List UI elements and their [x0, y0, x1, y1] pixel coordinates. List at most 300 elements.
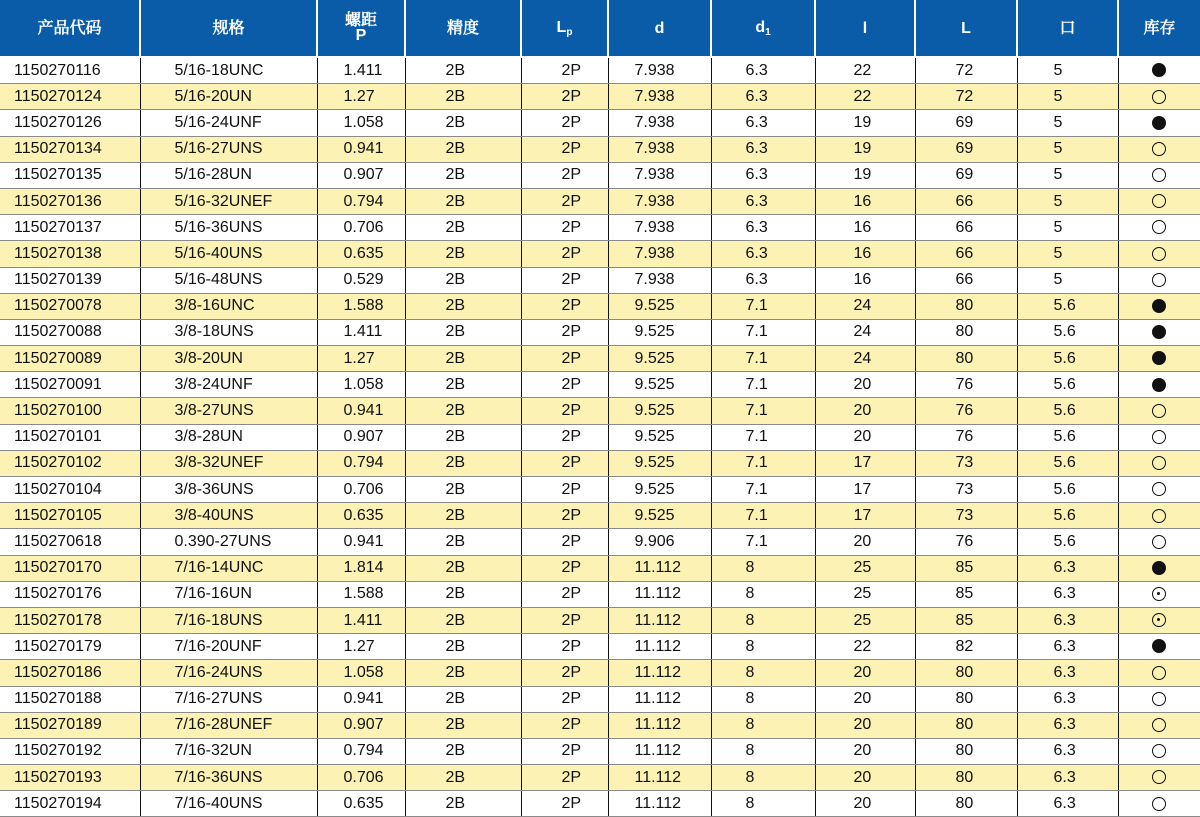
cell-accuracy: 2B [405, 738, 521, 764]
cell-lp: 2P [521, 660, 608, 686]
cell-lp: 2P [521, 136, 608, 162]
cell-square: 6.3 [1017, 555, 1118, 581]
cell-d: 7.938 [608, 57, 711, 84]
cell-code: 1150270138 [0, 241, 140, 267]
cell-d: 9.525 [608, 503, 711, 529]
cell-square: 5.6 [1017, 372, 1118, 398]
cell-L: 73 [915, 503, 1017, 529]
cell-spec: 7/16-20UNF [140, 634, 317, 660]
cell-d: 7.938 [608, 136, 711, 162]
cell-lp: 2P [521, 738, 608, 764]
cell-d: 7.938 [608, 110, 711, 136]
stock-empty-icon [1152, 194, 1166, 208]
stock-full-icon [1152, 639, 1166, 653]
cell-lp: 2P [521, 477, 608, 503]
cell-d1: 6.3 [711, 267, 815, 293]
cell-spec: 5/16-48UNS [140, 267, 317, 293]
table-row [0, 319, 1200, 345]
cell-stock [1118, 477, 1200, 503]
stock-empty-icon [1152, 692, 1166, 706]
cell-d: 11.112 [608, 634, 711, 660]
table-row [0, 450, 1200, 476]
cell-accuracy: 2B [405, 136, 521, 162]
table-row [0, 346, 1200, 372]
cell-L: 80 [915, 346, 1017, 372]
cell-pitch: 1.058 [317, 660, 405, 686]
cell-d: 11.112 [608, 765, 711, 791]
table-row [0, 712, 1200, 738]
table-row [0, 791, 1200, 817]
cell-accuracy: 2B [405, 503, 521, 529]
cell-spec: 7/16-18UNS [140, 607, 317, 633]
cell-pitch: 0.706 [317, 215, 405, 241]
stock-full-icon [1152, 299, 1166, 313]
cell-accuracy: 2B [405, 712, 521, 738]
cell-square: 5 [1017, 188, 1118, 214]
cell-L: 76 [915, 529, 1017, 555]
cell-l: 25 [815, 581, 915, 607]
header-d1-main: d [755, 18, 766, 36]
cell-code: 1150270088 [0, 319, 140, 345]
cell-accuracy: 2B [405, 215, 521, 241]
cell-stock [1118, 634, 1200, 660]
cell-square: 5.6 [1017, 450, 1118, 476]
table-row [0, 372, 1200, 398]
cell-square: 6.3 [1017, 765, 1118, 791]
cell-l: 20 [815, 529, 915, 555]
cell-stock [1118, 503, 1200, 529]
table-row [0, 110, 1200, 136]
cell-d1: 6.3 [711, 162, 815, 188]
cell-code: 1150270102 [0, 450, 140, 476]
cell-d1: 6.3 [711, 136, 815, 162]
cell-spec: 3/8-40UNS [140, 503, 317, 529]
cell-spec: 3/8-32UNEF [140, 450, 317, 476]
table-row [0, 424, 1200, 450]
cell-L: 66 [915, 188, 1017, 214]
cell-d: 7.938 [608, 215, 711, 241]
table-row [0, 215, 1200, 241]
cell-code: 1150270116 [0, 57, 140, 84]
cell-spec: 5/16-36UNS [140, 215, 317, 241]
cell-d1: 7.1 [711, 346, 815, 372]
cell-pitch: 1.411 [317, 319, 405, 345]
cell-lp: 2P [521, 267, 608, 293]
cell-L: 80 [915, 791, 1017, 817]
table-row [0, 162, 1200, 188]
cell-spec: 5/16-40UNS [140, 241, 317, 267]
cell-code: 1150270137 [0, 215, 140, 241]
cell-l: 24 [815, 293, 915, 319]
cell-d1: 7.1 [711, 293, 815, 319]
cell-pitch: 0.635 [317, 241, 405, 267]
cell-l: 22 [815, 84, 915, 110]
cell-d: 9.525 [608, 450, 711, 476]
cell-d1: 6.3 [711, 110, 815, 136]
cell-d1: 7.1 [711, 450, 815, 476]
cell-code: 1150270104 [0, 477, 140, 503]
stock-full-icon [1152, 351, 1166, 365]
cell-accuracy: 2B [405, 188, 521, 214]
cell-accuracy: 2B [405, 398, 521, 424]
cell-d1: 8 [711, 581, 815, 607]
cell-l: 20 [815, 660, 915, 686]
cell-square: 6.3 [1017, 686, 1118, 712]
cell-l: 19 [815, 110, 915, 136]
cell-lp: 2P [521, 765, 608, 791]
stock-empty-icon [1152, 509, 1166, 523]
cell-pitch: 0.706 [317, 477, 405, 503]
cell-L: 69 [915, 136, 1017, 162]
cell-lp: 2P [521, 424, 608, 450]
cell-d: 11.112 [608, 791, 711, 817]
cell-pitch: 0.635 [317, 791, 405, 817]
cell-d1: 7.1 [711, 529, 815, 555]
cell-spec: 5/16-20UN [140, 84, 317, 110]
cell-accuracy: 2B [405, 110, 521, 136]
cell-code: 1150270126 [0, 110, 140, 136]
cell-stock [1118, 346, 1200, 372]
stock-empty-icon [1152, 770, 1166, 784]
cell-square: 5.6 [1017, 424, 1118, 450]
cell-stock [1118, 241, 1200, 267]
cell-square: 5.6 [1017, 477, 1118, 503]
cell-l: 19 [815, 136, 915, 162]
table-row [0, 84, 1200, 110]
cell-spec: 7/16-36UNS [140, 765, 317, 791]
cell-d1: 7.1 [711, 398, 815, 424]
header-row [0, 0, 1200, 57]
stock-empty-icon [1152, 168, 1166, 182]
cell-accuracy: 2B [405, 791, 521, 817]
cell-stock [1118, 424, 1200, 450]
cell-d1: 7.1 [711, 424, 815, 450]
cell-lp: 2P [521, 607, 608, 633]
table-row [0, 188, 1200, 214]
cell-code: 1150270170 [0, 555, 140, 581]
cell-pitch: 1.058 [317, 372, 405, 398]
cell-lp: 2P [521, 57, 608, 84]
stock-empty-icon [1152, 456, 1166, 470]
cell-lp: 2P [521, 398, 608, 424]
cell-lp: 2P [521, 791, 608, 817]
cell-accuracy: 2B [405, 241, 521, 267]
cell-L: 73 [915, 450, 1017, 476]
cell-L: 69 [915, 162, 1017, 188]
cell-pitch: 1.411 [317, 57, 405, 84]
table-row [0, 686, 1200, 712]
cell-pitch: 0.794 [317, 450, 405, 476]
cell-l: 20 [815, 686, 915, 712]
cell-stock [1118, 84, 1200, 110]
cell-spec: 3/8-18UNS [140, 319, 317, 345]
cell-d: 9.525 [608, 346, 711, 372]
header-square: 口 [1017, 0, 1118, 57]
stock-empty-icon [1152, 142, 1166, 156]
cell-square: 5 [1017, 57, 1118, 84]
cell-code: 1150270178 [0, 607, 140, 633]
cell-code: 1150270194 [0, 791, 140, 817]
cell-square: 5.6 [1017, 398, 1118, 424]
cell-spec: 7/16-16UN [140, 581, 317, 607]
cell-d1: 8 [711, 660, 815, 686]
cell-code: 1150270091 [0, 372, 140, 398]
cell-d1: 8 [711, 686, 815, 712]
cell-spec: 7/16-14UNC [140, 555, 317, 581]
cell-lp: 2P [521, 188, 608, 214]
cell-pitch: 1.058 [317, 110, 405, 136]
stock-dot-icon [1152, 587, 1166, 601]
cell-d: 7.938 [608, 162, 711, 188]
cell-accuracy: 2B [405, 686, 521, 712]
cell-l: 24 [815, 319, 915, 345]
cell-l: 16 [815, 215, 915, 241]
cell-lp: 2P [521, 581, 608, 607]
cell-lp: 2P [521, 84, 608, 110]
cell-pitch: 1.27 [317, 346, 405, 372]
cell-d1: 8 [711, 712, 815, 738]
cell-d1: 8 [711, 555, 815, 581]
cell-stock [1118, 110, 1200, 136]
cell-stock [1118, 188, 1200, 214]
cell-code: 1150270186 [0, 660, 140, 686]
cell-code: 1150270188 [0, 686, 140, 712]
cell-stock [1118, 660, 1200, 686]
cell-d1: 6.3 [711, 57, 815, 84]
cell-stock [1118, 686, 1200, 712]
cell-square: 6.3 [1017, 634, 1118, 660]
cell-l: 20 [815, 372, 915, 398]
cell-l: 24 [815, 346, 915, 372]
cell-square: 5 [1017, 241, 1118, 267]
cell-stock [1118, 57, 1200, 84]
cell-lp: 2P [521, 241, 608, 267]
cell-code: 1150270193 [0, 765, 140, 791]
cell-spec: 0.390-27UNS [140, 529, 317, 555]
cell-square: 6.3 [1017, 581, 1118, 607]
cell-d: 9.525 [608, 319, 711, 345]
cell-l: 20 [815, 712, 915, 738]
cell-lp: 2P [521, 686, 608, 712]
header-d1 [711, 0, 815, 57]
cell-square: 5.6 [1017, 529, 1118, 555]
cell-lp: 2P [521, 293, 608, 319]
cell-l: 19 [815, 162, 915, 188]
cell-stock [1118, 267, 1200, 293]
cell-accuracy: 2B [405, 267, 521, 293]
cell-square: 5.6 [1017, 503, 1118, 529]
cell-pitch: 0.907 [317, 424, 405, 450]
cell-accuracy: 2B [405, 372, 521, 398]
cell-l: 20 [815, 765, 915, 791]
cell-accuracy: 2B [405, 424, 521, 450]
cell-d: 7.938 [608, 188, 711, 214]
cell-d1: 6.3 [711, 84, 815, 110]
cell-L: 80 [915, 319, 1017, 345]
cell-accuracy: 2B [405, 765, 521, 791]
cell-pitch: 0.941 [317, 136, 405, 162]
cell-pitch: 0.941 [317, 686, 405, 712]
cell-square: 5.6 [1017, 346, 1118, 372]
header-l: l [815, 0, 915, 57]
header-lp [521, 0, 608, 57]
cell-square: 5 [1017, 162, 1118, 188]
cell-d1: 8 [711, 738, 815, 764]
cell-square: 5.6 [1017, 319, 1118, 345]
cell-pitch: 0.635 [317, 503, 405, 529]
cell-spec: 3/8-36UNS [140, 477, 317, 503]
table-row [0, 607, 1200, 633]
cell-l: 20 [815, 424, 915, 450]
cell-stock [1118, 529, 1200, 555]
stock-full-icon [1152, 378, 1166, 392]
header-d: d [608, 0, 711, 57]
cell-stock [1118, 765, 1200, 791]
cell-spec: 3/8-16UNC [140, 293, 317, 319]
cell-code: 1150270618 [0, 529, 140, 555]
cell-L: 66 [915, 215, 1017, 241]
cell-square: 5 [1017, 215, 1118, 241]
cell-stock [1118, 450, 1200, 476]
stock-full-icon [1152, 63, 1166, 77]
cell-d: 9.525 [608, 293, 711, 319]
stock-empty-icon [1152, 247, 1166, 261]
table-row [0, 293, 1200, 319]
cell-lp: 2P [521, 503, 608, 529]
cell-lp: 2P [521, 215, 608, 241]
cell-accuracy: 2B [405, 477, 521, 503]
stock-empty-icon [1152, 744, 1166, 758]
stock-full-icon [1152, 116, 1166, 130]
stock-empty-icon [1152, 220, 1166, 234]
header-lp-main: L [556, 18, 567, 36]
table-row [0, 634, 1200, 660]
cell-L: 69 [915, 110, 1017, 136]
cell-spec: 3/8-27UNS [140, 398, 317, 424]
cell-spec: 3/8-20UN [140, 346, 317, 372]
cell-pitch: 1.814 [317, 555, 405, 581]
cell-spec: 5/16-18UNC [140, 57, 317, 84]
cell-l: 17 [815, 503, 915, 529]
cell-d1: 6.3 [711, 241, 815, 267]
cell-code: 1150270189 [0, 712, 140, 738]
stock-empty-icon [1152, 797, 1166, 811]
stock-empty-icon [1152, 404, 1166, 418]
cell-pitch: 1.411 [317, 607, 405, 633]
cell-d: 9.525 [608, 477, 711, 503]
cell-stock [1118, 293, 1200, 319]
table-body [0, 57, 1200, 817]
cell-l: 20 [815, 398, 915, 424]
cell-d1: 6.3 [711, 188, 815, 214]
cell-code: 1150270089 [0, 346, 140, 372]
cell-spec: 3/8-28UN [140, 424, 317, 450]
cell-spec: 3/8-24UNF [140, 372, 317, 398]
header-lp-sub: p [566, 26, 573, 38]
cell-accuracy: 2B [405, 346, 521, 372]
cell-L: 72 [915, 84, 1017, 110]
table-row [0, 136, 1200, 162]
cell-spec: 7/16-28UNEF [140, 712, 317, 738]
cell-l: 16 [815, 267, 915, 293]
cell-code: 1150270179 [0, 634, 140, 660]
cell-L: 76 [915, 398, 1017, 424]
stock-dot-icon [1152, 613, 1166, 627]
cell-L: 85 [915, 607, 1017, 633]
cell-l: 17 [815, 450, 915, 476]
cell-stock [1118, 712, 1200, 738]
cell-square: 6.3 [1017, 712, 1118, 738]
cell-pitch: 0.706 [317, 765, 405, 791]
cell-d: 7.938 [608, 267, 711, 293]
table-row [0, 765, 1200, 791]
cell-d: 7.938 [608, 84, 711, 110]
header-d1-sub: 1 [765, 26, 771, 38]
cell-l: 22 [815, 634, 915, 660]
header-pitch-line1: 螺距 [344, 12, 377, 29]
cell-d1: 7.1 [711, 372, 815, 398]
cell-pitch: 0.907 [317, 162, 405, 188]
cell-accuracy: 2B [405, 607, 521, 633]
cell-stock [1118, 162, 1200, 188]
cell-L: 66 [915, 267, 1017, 293]
cell-spec: 5/16-32UNEF [140, 188, 317, 214]
cell-code: 1150270176 [0, 581, 140, 607]
cell-d: 11.112 [608, 738, 711, 764]
cell-lp: 2P [521, 110, 608, 136]
cell-square: 5 [1017, 267, 1118, 293]
cell-accuracy: 2B [405, 293, 521, 319]
cell-pitch: 0.941 [317, 529, 405, 555]
cell-pitch: 0.907 [317, 712, 405, 738]
cell-lp: 2P [521, 450, 608, 476]
cell-square: 6.3 [1017, 660, 1118, 686]
cell-l: 17 [815, 477, 915, 503]
cell-accuracy: 2B [405, 581, 521, 607]
cell-lp: 2P [521, 162, 608, 188]
cell-stock [1118, 319, 1200, 345]
cell-L: 85 [915, 581, 1017, 607]
cell-accuracy: 2B [405, 319, 521, 345]
cell-pitch: 0.529 [317, 267, 405, 293]
cell-stock [1118, 136, 1200, 162]
header-accuracy: 精度 [405, 0, 521, 57]
cell-code: 1150270139 [0, 267, 140, 293]
table-row [0, 660, 1200, 686]
cell-l: 25 [815, 607, 915, 633]
cell-d: 9.525 [608, 372, 711, 398]
cell-stock [1118, 555, 1200, 581]
cell-L: 80 [915, 660, 1017, 686]
cell-d1: 6.3 [711, 215, 815, 241]
cell-pitch: 0.794 [317, 188, 405, 214]
stock-empty-icon [1152, 273, 1166, 287]
cell-code: 1150270136 [0, 188, 140, 214]
cell-square: 6.3 [1017, 791, 1118, 817]
stock-empty-icon [1152, 718, 1166, 732]
cell-stock [1118, 738, 1200, 764]
cell-pitch: 1.27 [317, 634, 405, 660]
cell-code: 1150270192 [0, 738, 140, 764]
cell-d1: 8 [711, 791, 815, 817]
cell-d1: 8 [711, 765, 815, 791]
cell-accuracy: 2B [405, 162, 521, 188]
cell-l: 22 [815, 57, 915, 84]
cell-l: 16 [815, 241, 915, 267]
cell-accuracy: 2B [405, 660, 521, 686]
cell-d1: 8 [711, 634, 815, 660]
cell-stock [1118, 581, 1200, 607]
